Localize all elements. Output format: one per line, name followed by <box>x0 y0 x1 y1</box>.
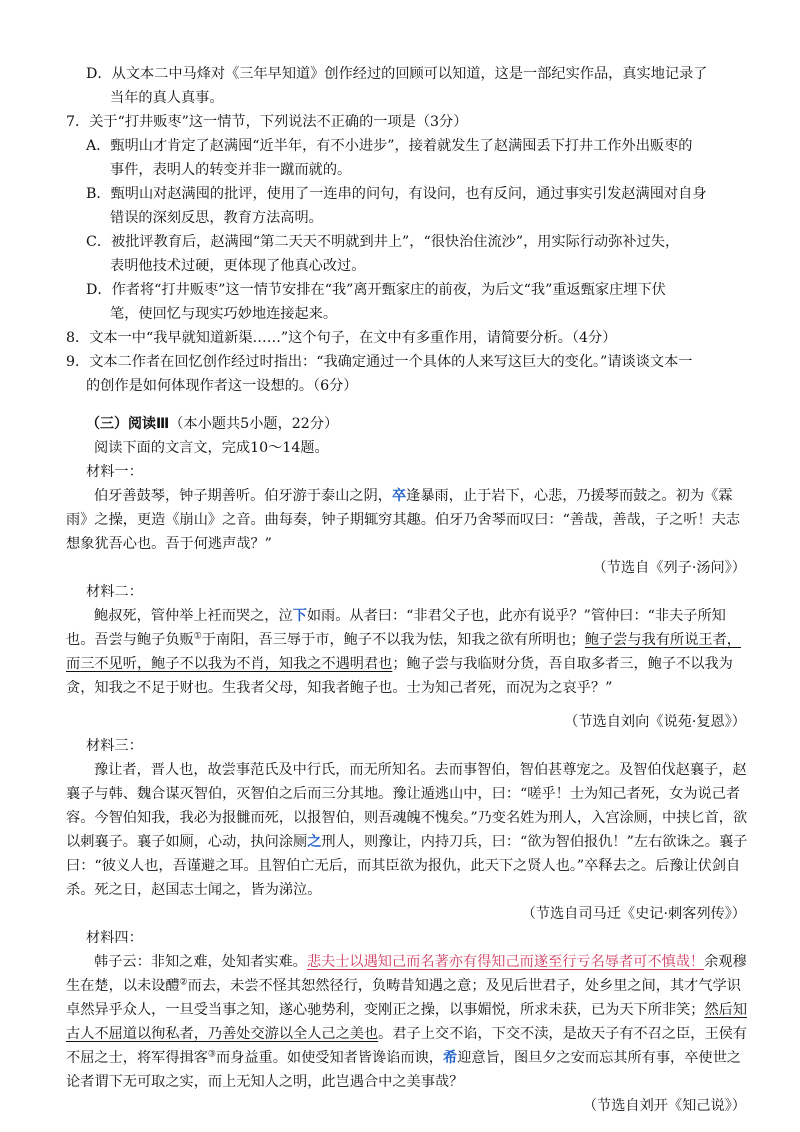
q7-option-b: B．甄明山对赵满囤的批评，使用了一连串的问句，有设问，也有反问，通过事实引发赵满囤对自身 错误的深刻反思，教育方法高明。 <box>86 186 707 226</box>
section-3-note: （本小题共5小题，22分） <box>169 416 339 432</box>
q7-option-d: D．作者将“打井贩枣”这一情节安排在“我”离开甄家庄的前夜，为后文“我”重返甄家庄埋下伏 笔，使回忆与现实巧妙地连接起来。 <box>86 282 666 322</box>
q6-option-d-line2: 当年的真人真事。 <box>110 90 224 106</box>
q6-option-d-line1: D．从文本二中马烽对《三年早知道》创作经过的回顾可以知道，这是一部纪实作品，真实地记录了 <box>86 66 708 82</box>
q7-option-c: C．被批评教育后，赵满囤“第二天天不明就到井上”，“很快治住流沙”，用实际行动弥补过失， 表明他技术过硬，更体现了他真心改过。 <box>86 234 680 274</box>
material-3-text: 豫让者，晋人也，故尝事范氏及中行氏，而无所知名。去而事智伯，智伯甚尊宠之。及智伯伐赵襄子，赵襄子与韩、魏合谋灭智伯，灭智伯之后而三分其地。豫让遁逃山中，曰：“嗟乎！士为知己者死，女为说己者容。今智伯知我，我必为报雠而死，以报智伯，则吾魂魄不愧矣。”乃变名姓为刑人，入宫涂厕，中挟匕首，欲以刺襄子。襄子如厕，心动，执问涂厕之刑人，则豫让，内持刀兵，曰：“欲为智伯报仇！”左右欲诛之。襄子曰：“彼义人也，吾谨避之耳。且智伯亡无后，而其臣欲为报仇，此天下之贤人也。”卒释去之。后豫让伏剑自杀。死之日，赵国志士闻之，皆为涕泣。 <box>66 762 748 898</box>
material-3-label: 材料三： <box>86 738 143 754</box>
exam-page <box>66 62 752 1118</box>
highlight-zhi: 之 <box>307 834 322 850</box>
q7-option-a: A．甄明山才肯定了赵满囤“近半年，有不小进步”，接着就发生了赵满囤丢下打井工作外出贩枣的 事件，表明人的转变并非一蹴而就的。 <box>86 138 693 178</box>
material-4-text: 韩子云：非知之难，处知者实难。悲夫士以遇知己而名著亦有得知己而遂至行亏名辱者可不慎哉！余观穆生在楚，以未设醴②而去，未尝不怪其恕然径行，负畴昔知遇之意；及见后世君子，处乡里之间，其才气学识卓然异乎众人，一旦受当事之知，遂心驰势利，变刚正之操，以事媚悦，所求未获，已为天下所非笑；然后知古人不屈道以徇私者，乃善处交游以全人己之美也。君子上交不谄，下交不渎，是故天子有不召之臣，王侯有不屈之士，将军得揖客③而身益重。如使受知者皆谗谄而谀，希迎意旨，图旦夕之安而忘其所有事，卒使世之论者谓下无可取之实，而上无知人之明，此岂遇合中之美事哉？ <box>66 954 748 1090</box>
material-3-source: （节选自司马迁《史记·刺客列传》） <box>521 906 746 922</box>
q9-stem: 9．文本二作者在回忆创作经过时指出：“我确定通过一个具体的人来写这巨大的变化。”请谈谈文本一 的创作是如何体现作者这一设想的。（6分） <box>66 354 693 394</box>
section-3-instruction: 阅读下面的文言文，完成10～14题。 <box>94 440 329 456</box>
unpunctuated-sentence: 悲夫士以遇知己而名著亦有得知己而遂至行亏名辱者可不慎哉！ <box>306 954 705 970</box>
footnote-2: ② <box>179 977 188 988</box>
q8-stem: 8．文本一中“我早就知道新渠……”这个句子，在文中有多重作用，请简要分析。（4分） <box>66 330 617 346</box>
footnote-3: ③ <box>207 1049 216 1060</box>
highlight-xia: 下 <box>292 608 307 624</box>
material-2-label: 材料二： <box>86 584 143 600</box>
section-3-heading <box>66 412 752 436</box>
footnote-1: ① <box>193 631 202 642</box>
material-2-source: （节选自刘向《说苑·复恩》） <box>564 714 746 730</box>
material-4-source: （节选自刘开《知己说》） <box>582 1098 746 1114</box>
material-2-text: 鲍叔死，管仲举上衽而哭之，泣下如雨。从者曰：“非君父子也，此亦有说乎？”管仲曰：“非夫子所知也。吾尝与鲍子负贩①于南阳，吾三辱于市，鲍子不以我为怯，知我之欲有所明也；鲍子尝与我有所说王者，而三不见听，鲍子不以我为不肖，知我之不遇明君也；鲍子尝与我临财分货，吾自取多者三，鲍子不以我为贪，知我之不足于财也。生我者父母，知我者鲍子也。士为知己者死，而况为之哀乎？” <box>66 608 741 696</box>
underlined-sentence-m4: 然后知古人不屈道以徇私者，乃善处交游以全人己之美也 <box>66 1002 748 1042</box>
material-1-label: 材料一： <box>86 464 143 480</box>
highlight-xi: 希 <box>442 1050 458 1066</box>
q6-option-d <box>66 62 752 110</box>
section-3-title: （三）阅读Ⅲ <box>86 416 170 432</box>
material-1-source: （节选自《列子·汤问》） <box>592 560 746 576</box>
material-4-label: 材料四： <box>86 930 143 946</box>
material-1-text: 伯牙善鼓琴，钟子期善听。伯牙游于泰山之阴，卒逢暴雨，止于岩下，心悲，乃援琴而鼓之。初为《霖雨》之操，更造《崩山》之音。曲每奏，钟子期辄穷其趣。伯牙乃舍琴而叹曰：“善哉，善哉，子之听！夫志想象犹吾心也。吾于何逃声哉？” <box>66 488 741 552</box>
q7-stem: 7．关于“打井贩枣”这一情节，下列说法不正确的一项是（3分） <box>66 114 468 130</box>
highlight-zu: 卒 <box>391 488 407 504</box>
underlined-sentence-m2: 鲍子尝与我有所说王者，而三不见听，鲍子不以我为不肖，知我之不遇明君也 <box>66 632 741 672</box>
